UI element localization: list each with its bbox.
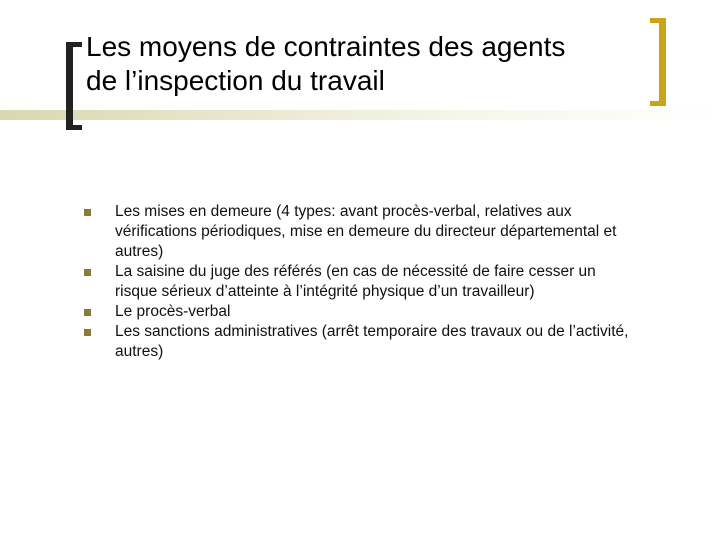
title-band [0,110,720,120]
slide-title-line: Les moyens de contraintes des agents [86,31,566,62]
bullet-text: Le procès-verbal [115,303,231,320]
bullet-item [80,322,640,362]
bullet-text: Les sanctions administratives (arrêt temporaire des travaux ou de l’activité, autres) [115,323,629,360]
slide-title-line: de l’inspection du travail [86,65,385,96]
bullet-item [80,302,640,322]
square-bullet-icon [84,209,91,216]
bullet-item [80,262,640,302]
left-bracket-decoration [66,42,82,130]
bullet-list [80,202,640,362]
square-bullet-icon [84,329,91,336]
bullet-text: La saisine du juge des référés (en cas de nécessité de faire cesser un risque sérieux d’atteinte à l’intégrité physique d’un travailleur) [115,263,596,300]
bullet-item [80,202,640,262]
square-bullet-icon [84,269,91,276]
bullet-text: Les mises en demeure (4 types: avant procès-verbal, relatives aux vérifications périodiques, mise en demeure du directeur départemental et autres) [115,203,617,260]
square-bullet-icon [84,309,91,316]
right-bracket-decoration [650,18,666,106]
slide-title [86,30,646,98]
